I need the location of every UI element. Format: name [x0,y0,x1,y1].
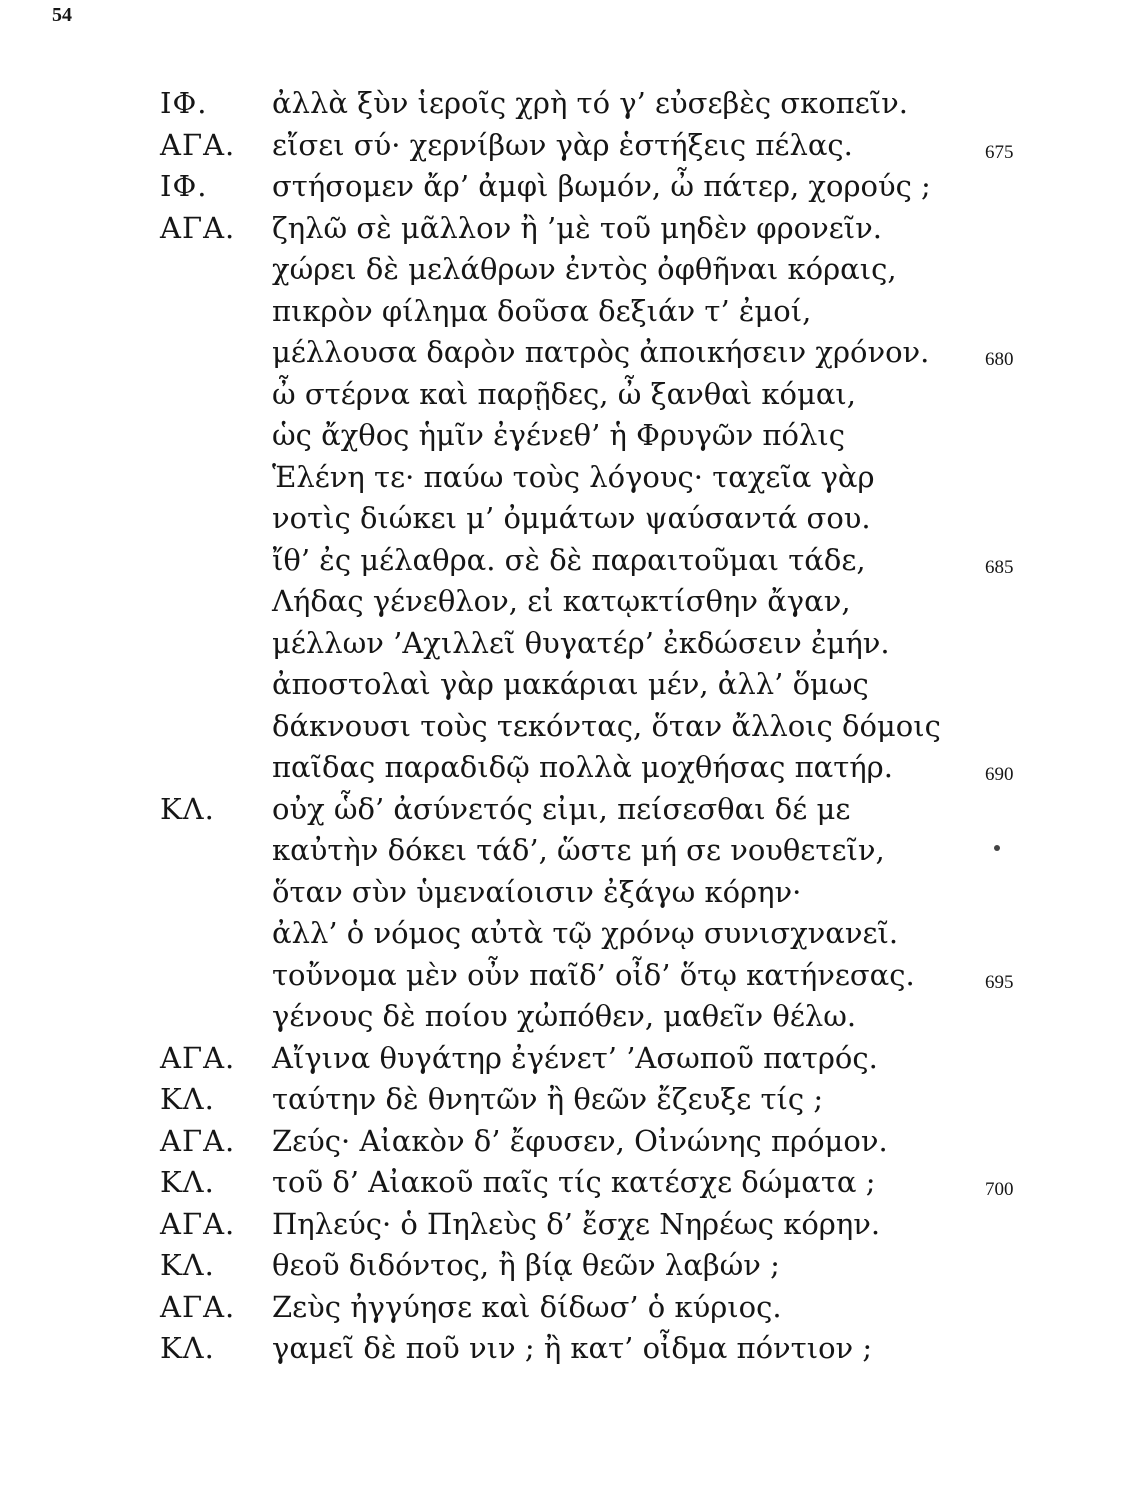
speaker-label: ΙΦ. [160,86,208,120]
verse-line [0,1082,1134,1124]
verse-line [0,294,1134,336]
verse-line [0,1248,1134,1290]
verse-line [0,709,1134,751]
verse-text: ἀλλ’ ὁ νόμος αὐτὰ τῷ χρόνῳ συνισχνανεῖ. [272,916,899,950]
speaker-label: ΚΛ. [160,1165,215,1199]
verse-line [0,1041,1134,1083]
verse-text: ὦ στέρνα καὶ παρῇδες, ὦ ξανθαὶ κόμαι, [272,376,857,411]
speaker-label: ΚΛ. [160,791,215,826]
speaker-label: ΙΦ. [160,169,208,203]
verse-text: νοτὶς διώκει μ’ ὀμμάτων ψαύσαντά σου. [272,501,871,535]
speaker-label: ΚΛ. [160,1082,215,1116]
verse-text: γαμεῖ δὲ ποῦ νιν ; ἢ κατ’ οἶδμα πόντιον ; [272,1331,873,1365]
verse-line [0,1290,1134,1332]
verse-text: ἀλλὰ ξὺν ἱεροῖς χρὴ τό γ’ εὐσεβὲς σκοπεῖν. [272,86,908,120]
verse-line [0,626,1134,668]
verse-text: Ζεὺς ἠγγύησε καὶ δίδωσ’ ὁ κύριος. [272,1289,782,1324]
verse-line [0,418,1134,460]
verse-text: εἴσει σύ· χερνίβων γὰρ ἑστήξεις πέλας. [272,127,853,162]
verse-line [0,169,1134,211]
verse-line [0,377,1134,419]
verse-line [0,1124,1134,1166]
verse-text: ὡς ἄχθος ἡμῖν ἐγένεθ’ ἡ Φρυγῶν πόλις [272,418,845,452]
speaker-label: ΑΓΑ. [160,1040,236,1075]
verse-text: δάκνουσι τοὺς τεκόντας, ὅταν ἄλλοις δόμοις [272,708,941,743]
verse-text: Ζεύς· Αἰακὸν δ’ ἔφυσεν, Οἰνώνης πρόμον. [272,1123,888,1158]
verse-text: τοῦ δ’ Αἰακοῦ παῖς τίς κατέσχε δώματα ; [272,1165,876,1199]
line-number: 695 [985,971,1014,993]
line-number: 700 [985,1179,1014,1200]
verse-line [0,958,1134,1000]
verse-line [0,999,1134,1041]
verse-text: ἀποστολαὶ γὰρ μακάριαι μέν, ἀλλ’ ὅμως [272,667,869,701]
verse-text: καὐτὴν δόκει τάδ’, ὥστε μή σε νουθετεῖν, [272,833,885,867]
verse-text: παῖδας παραδιδῷ πολλὰ μοχθήσας πατήρ. [272,750,893,784]
verse-text: μέλλων ’Αχιλλεῖ θυγατέρ’ ἐκδώσειν ἐμήν. [272,625,890,660]
verse-text: θεοῦ διδόντος, ἢ βίᾳ θεῶν λαβών ; [272,1248,780,1282]
verse-text: τοὔνομα μὲν οὖν παῖδ’ οἶδ’ ὅτῳ κατήνεσας. [272,957,915,992]
verse-line [0,86,1134,128]
speaker-label: ΚΛ. [160,1248,215,1282]
verse-line [0,501,1134,543]
verse-text: γένους δὲ ποίου χὠπόθεν, μαθεῖν θέλω. [272,999,857,1033]
verse-text: Λήδας γένεθλον, εἰ κατῳκτίσθην ἄγαν, [272,584,851,618]
verse-line [0,1165,1134,1207]
verse-line [0,667,1134,709]
verse-line [0,1331,1134,1373]
verse-line [0,211,1134,253]
verse-text: ἴθ’ ἐς μέλαθρα. σὲ δὲ παραιτοῦμαι τάδε, [272,542,866,577]
verse-text: ζηλῶ σὲ μᾶλλον ἢ ’μὲ τοῦ μηδὲν φρονεῖν. [272,210,882,245]
verse-line [0,584,1134,626]
verse-text: στήσομεν ἄρ’ ἀμφὶ βωμόν, ὦ πάτερ, χορούς ; [272,169,931,203]
speaker-label: ΑΓΑ. [160,210,236,245]
margin-dot [994,845,1000,851]
verse-lines [0,86,1134,1373]
speaker-label: ΑΓΑ. [160,1289,236,1324]
verse-text: πικρὸν φίλημα δοῦσα δεξιάν τ’ ἐμοί, [272,293,812,328]
verse-line [0,252,1134,294]
line-number: 675 [985,141,1014,163]
verse-text: οὐχ ὧδ’ ἀσύνετός εἰμι, πείσεσθαι δέ με [272,791,851,826]
verse-text: ὅταν σὺν ὑμεναίοισιν ἐξάγω κόρην· [272,874,802,909]
speaker-label: ΚΛ. [160,1331,215,1365]
verse-text: χώρει δὲ μελάθρων ἐντὸς ὀφθῆναι κόραις, [272,252,897,286]
verse-text: Ἑλένη τε· παύω τοὺς λόγους· ταχεῖα γὰρ [272,459,875,494]
speaker-label: ΑΓΑ. [160,127,236,162]
line-number: 690 [985,764,1014,785]
verse-line [0,833,1134,875]
verse-line [0,335,1134,377]
verse-line [0,460,1134,502]
verse-line [0,875,1134,917]
speaker-label: ΑΓΑ. [160,1206,236,1241]
page-number: 54 [52,4,72,26]
verse-text: μέλλουσα δαρὸν πατρὸς ἀποικήσειν χρόνον. [272,335,930,369]
line-number: 685 [985,556,1014,578]
verse-line [0,792,1134,834]
verse-line [0,128,1134,170]
verse-line [0,916,1134,958]
speaker-label: ΑΓΑ. [160,1123,236,1158]
verse-text: Πηλεύς· ὁ Πηλεὺς δ’ ἔσχε Νηρέως κόρην. [272,1206,881,1241]
verse-line [0,750,1134,792]
verse-line [0,1207,1134,1249]
line-number: 680 [985,349,1014,370]
verse-text: Αἴγινα θυγάτηρ ἐγένετ’ ’Ασωποῦ πατρός. [272,1040,878,1075]
verse-text: ταύτην δὲ θνητῶν ἢ θεῶν ἔζευξε τίς ; [272,1082,824,1116]
verse-line [0,543,1134,585]
